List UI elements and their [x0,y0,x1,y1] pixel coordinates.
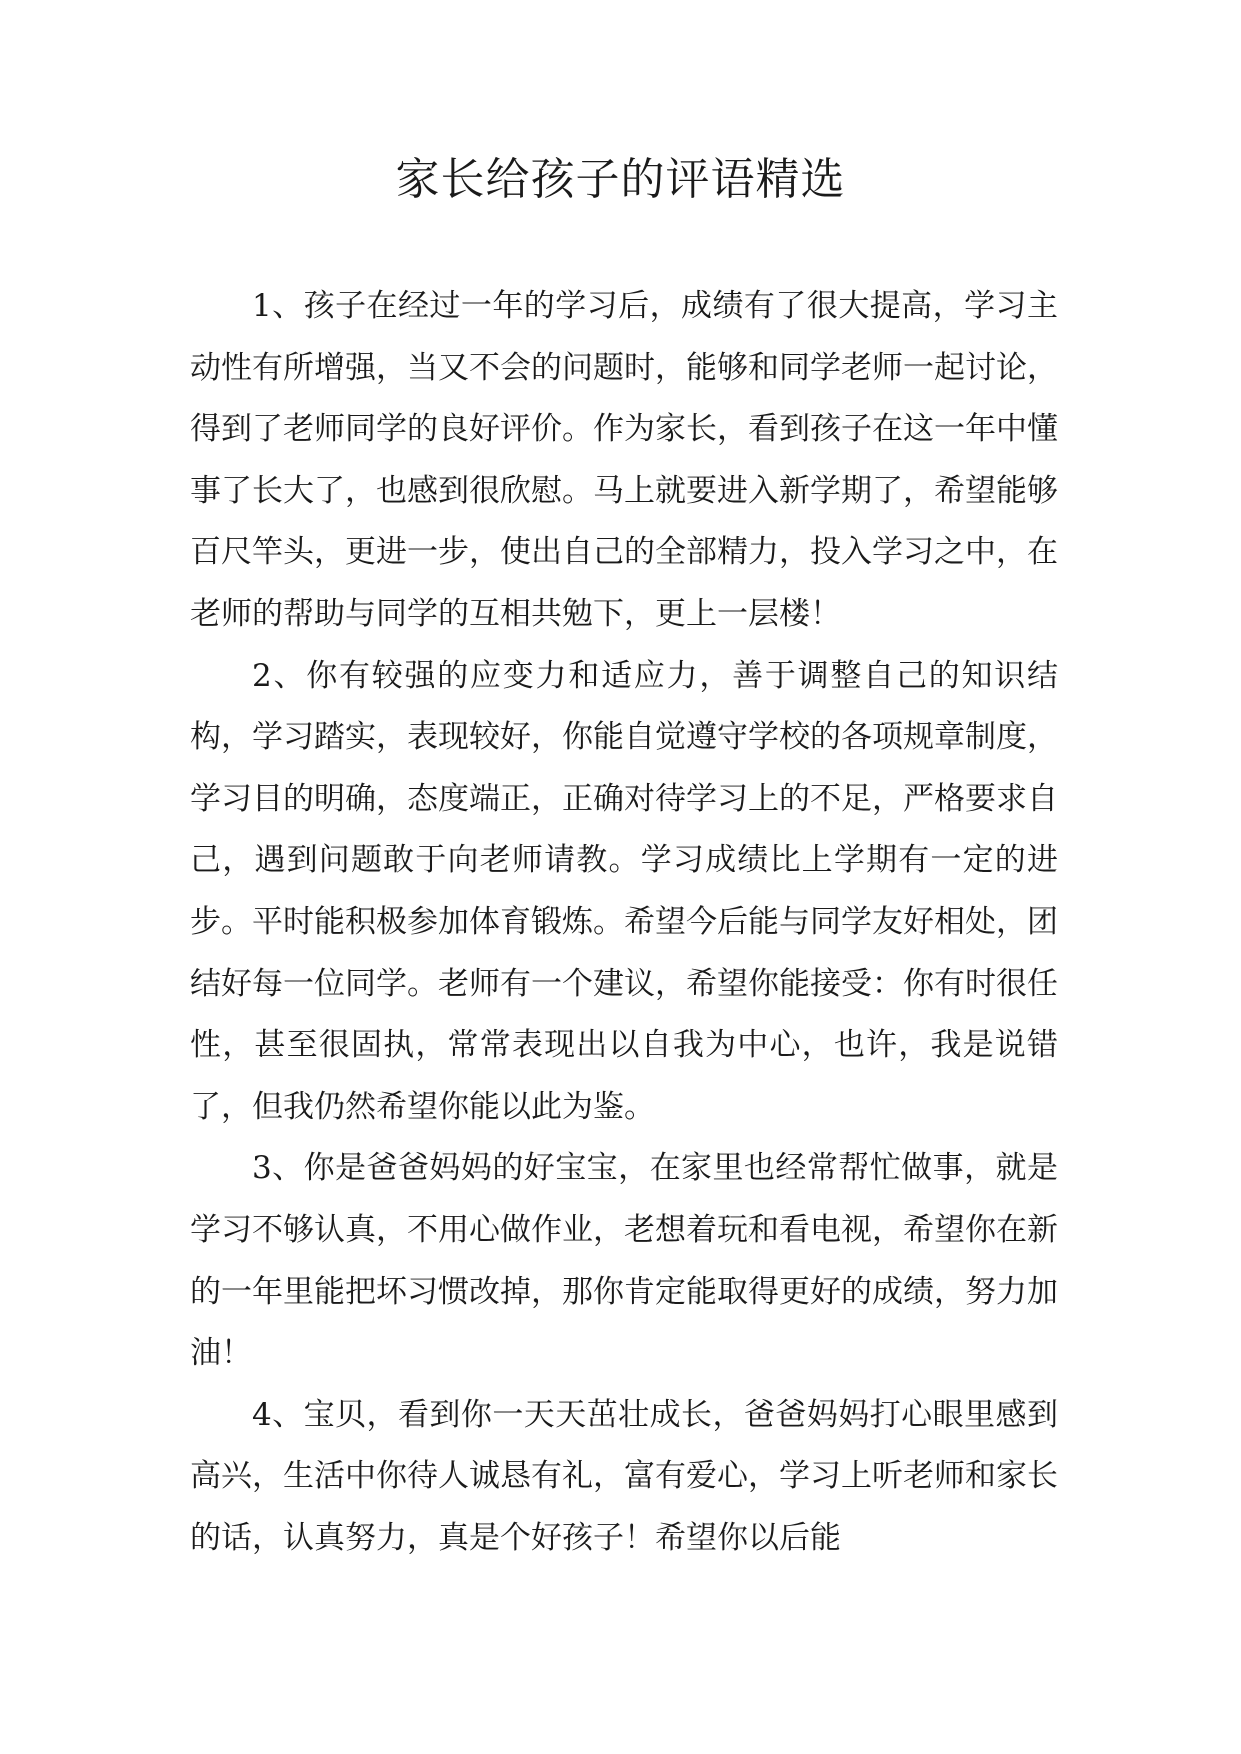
document-body [190,276,1058,1569]
paragraph-3: 3、你是爸爸妈妈的好宝宝，在家里也经常帮忙做事，就是学习不够认真，不用心做作业，老想着玩和看电视，希望你在新的一年里能把坏习惯改掉，那你肯定能取得更好的成绩，努力加油！ [190,1150,1058,1372]
paragraph-2: 2、你有较强的应变力和适应力，善于调整自己的知识结构，学习踏实，表现较好，你能自觉遵守学校的各项规章制度，学习目的明确，态度端正，正确对待学习上的不足，严格要求自己，遇到问题敢于向老师请教。学习成绩比上学期有一定的进步。平时能积极参加体育锻炼。希望今后能与同学友好相处，团结好每一位同学。老师有一个建议，希望你能接受：你有时很任性，甚至很固执，常常表现出以自我为中心，也许，我是说错了，但我仍然希望你能以此为鉴。 [190,657,1058,1125]
paragraph-1: 1、孩子在经过一年的学习后，成绩有了很大提高，学习主动性有所增强，当又不会的问题时，能够和同学老师一起讨论，得到了老师同学的良好评价。作为家长，看到孩子在这一年中懂事了长大了，也感到很欣慰。马上就要进入新学期了，希望能够百尺竿头，更进一步，使出自己的全部精力，投入学习之中，在老师的帮助与同学的互相共勉下，更上一层楼！ [190,288,1058,632]
paragraph-4: 4、宝贝，看到你一天天茁壮成长，爸爸妈妈打心眼里感到高兴，生活中你待人诚恳有礼，富有爱心，学习上听老师和家长的话，认真努力，真是个好孩子！希望你以后能 [190,1396,1058,1556]
document-title: 家长给孩子的评语精选 [395,154,846,205]
